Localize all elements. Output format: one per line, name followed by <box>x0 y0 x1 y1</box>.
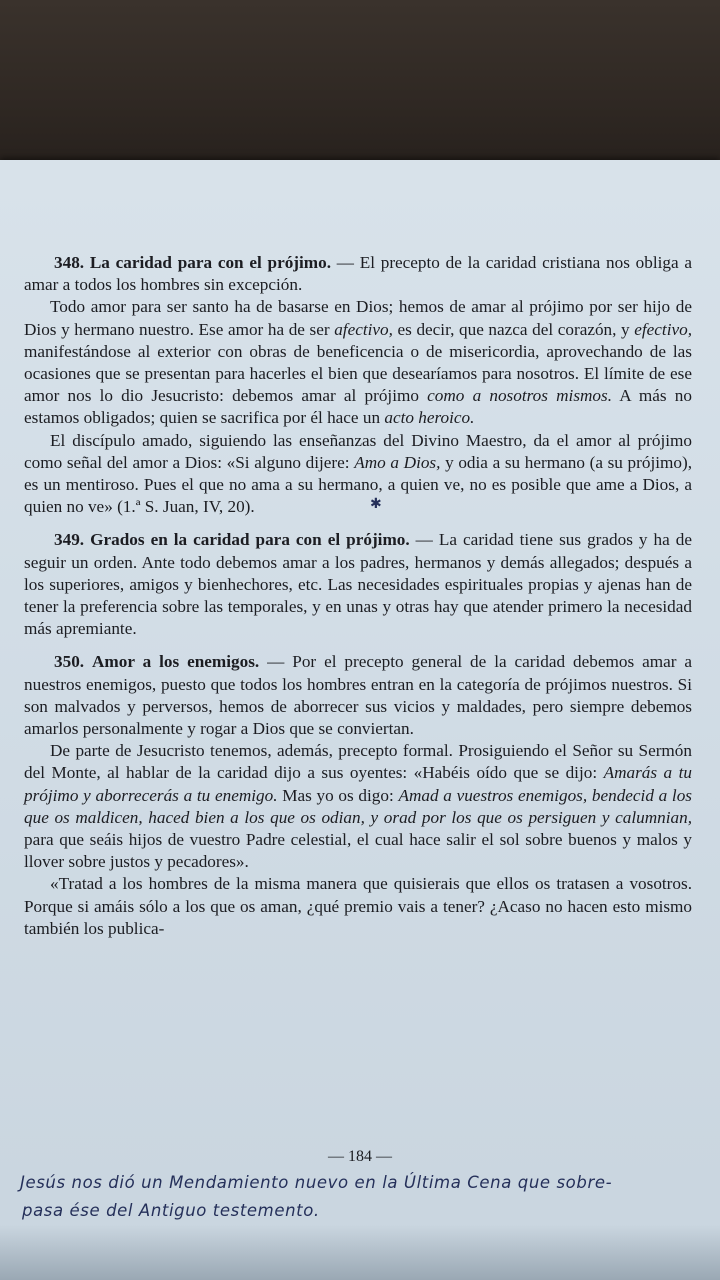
page-shadow <box>0 1225 720 1280</box>
section-dash: — <box>409 530 439 550</box>
section-0-paragraph-2 <box>24 430 692 519</box>
section-dash: — <box>259 652 293 672</box>
section-title: Amor a los enemigos. <box>92 652 260 672</box>
page-number: — 184 — <box>328 1148 392 1165</box>
body-text: A más no estamos obligados; quien se sacrifica por él hace un <box>24 386 692 428</box>
body-text: manifestándose al exterior con obras de beneficencia o de misericordia, aprovechando de las ocasiones que se presentan para hacerles el bien que desearíamos para nosotros. El límite de ese amor nos lo dio Jesucristo: debemos amar al prójimo <box>24 341 692 406</box>
handwritten-line-2: pasa ése del Antiguo testemento. <box>22 1201 320 1220</box>
section-number: 349. <box>54 530 85 550</box>
body-text: El discípulo amado, siguiendo las enseñanzas del Divino Maestro, da el amor al prójimo como señal del amor a Dios: «Si alguno dijere: <box>24 430 692 472</box>
section-0-paragraph-1 <box>24 296 692 429</box>
italic-text: afectivo, <box>334 319 393 339</box>
body-text: Todo amor para ser santo ha de basarse en Dios; hemos de amar al prójimo por ser hijo de Dios y hermano nuestro. Ese amor ha de ser <box>24 297 692 339</box>
section-title: La caridad para con el prójimo. <box>89 253 332 272</box>
section-title: Grados en la caridad para con el prójimo. <box>90 530 410 550</box>
body-text: De parte de Jesucristo tenemos, además, precepto formal. Prosiguiendo el Señor su Sermón del Monte, al hablar de la caridad dijo a sus oyentes: «Habéis oído que se dijo: <box>24 741 692 783</box>
italic-text: Amarás a tu prójimo y aborrecerás a tu enemigo. <box>24 763 692 805</box>
handwritten-line-1: Jesús nos dió un Mendamiento nuevo en la Última Cena que sobre- <box>20 1173 613 1192</box>
body-text: Por el precepto general de la caridad debemos amar a nuestros enemigos, puesto que todos los hombres entran en la categoría de prójimos nuestros. Si son malvados y perversos, hemos de aborrecer sus vicios y maldades, pero siempre debemos amarlos personalmente y rogar a Dios que se conviertan. <box>24 652 692 739</box>
section-number: 348. <box>54 253 85 272</box>
italic-text: como a nosotros mismos. <box>427 386 613 406</box>
section-2-heading-paragraph <box>24 651 692 740</box>
book-text <box>24 252 692 940</box>
handwritten-note <box>20 1168 710 1224</box>
body-text: «Tratad a los hombres de la misma manera que quisierais que ellos os tratasen a vosotros. Porque si amáis sólo a los que os aman, ¿qué premio vais a tener? ¿Acaso no hacen esto mismo también los publica- <box>24 874 692 938</box>
section-2-paragraph-2 <box>24 873 692 940</box>
italic-text: acto heroico. <box>384 408 475 428</box>
section-number: 350. <box>54 652 85 672</box>
section-0-heading-paragraph <box>24 252 692 296</box>
table-background <box>0 0 720 175</box>
body-text: La caridad tiene sus grados y ha de seguir un orden. Ante todo debemos amar a los padres, hermanos y demás allegados; después a los superiores, amigos y bienhechores, etc. Las necesidades espirituales propias y ajenas han de tener la preferencia sobre las temporales, y en unas y otras hay que atender primero la necesidad más apremiante. <box>24 530 693 639</box>
body-text: es decir, que nazca del corazón, y <box>392 319 635 339</box>
body-text: y odia a su hermano (a su prójimo), es un mentiroso. Pues el que no ama a su hermano, a quien ve, no es posible que ame a Dios, a quien no ve» (1.ª S. Juan, IV, 20). <box>24 452 692 517</box>
section-2-paragraph-1 <box>24 740 692 873</box>
section-dash: — <box>331 253 360 272</box>
italic-text: efectivo, <box>634 319 692 339</box>
section-1-heading-paragraph <box>24 529 692 640</box>
italic-text: Amad a vuestros enemigos, bendecid a los que os maldicen, haced bien a los que os odian, y orad por los que os persiguen y calumnian, <box>24 785 692 827</box>
body-text: Mas yo os digo: <box>277 785 399 805</box>
ink-star-mark: ✱ <box>370 497 382 512</box>
body-text: para que seáis hijos de vuestro Padre celestial, el cual hace salir el sol sobre buenos y malos y llover sobre justos y pecadores». <box>24 830 692 872</box>
italic-text: Amo a Dios, <box>354 452 441 472</box>
body-text: El precepto de la caridad cristiana nos obliga a amar a todos los hombres sin excepción. <box>24 253 693 295</box>
